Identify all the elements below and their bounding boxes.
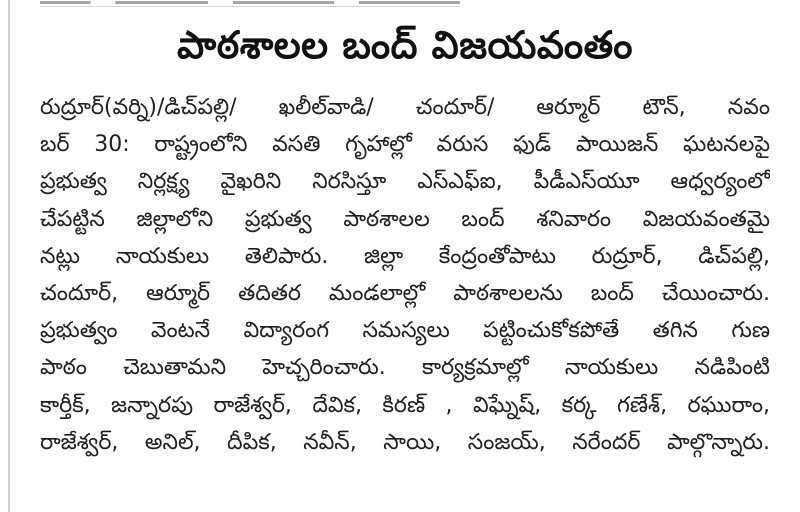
article-headline: పాఠశాలల బంద్ విజయవంతం: [177, 23, 633, 67]
article-line: నట్లు నాయకులు తెలిపారు. జిల్లా కేంద్రంతోపాటు రుద్రూర్, డిచ్‌పల్లి,: [40, 243, 770, 269]
column-rule: [8, 0, 10, 512]
article-line: బర్ 30: రాష్ట్రంలోని వసతి గృహాల్లో వరుస ఫుడ్ పాయిజన్ ఘటనలపై: [40, 132, 770, 158]
article-line: రుద్రూర్(వర్ని)/డిచ్‌పల్లి/ ఖలీల్‌వాడి/ చందూర్/ ఆర్మూర్ టౌన్, నవం: [40, 95, 770, 120]
article-line: పాఠం చెబుతామని హెచ్చరించారు. కార్యక్రమాల్లో నాయకులు నడిపింటి: [40, 355, 770, 381]
article-line: చేపట్టిన జిల్లాలోని ప్రభుత్వ పాఠశాలల బంద్ శనివారం విజయవంతమై: [40, 206, 770, 232]
clipped-text-fragment: [40, 1, 460, 4]
article-body: [40, 89, 770, 461]
article-line: ప్రభుత్వ నిర్లక్ష్య వైఖరిని నిరసిస్తూ ఎస్ఎఫ్ఐ, పీడీఎస్‌యూ ఆధ్వర్యంలో: [40, 169, 770, 195]
article-line: రాజేశ్వర్, అనిల్, దీపిక, నవీన్, సాయి, సంజయ్, నరేందర్ పాల్గొన్నారు.: [40, 429, 770, 455]
clipped-previous-article-edge: [40, 0, 460, 7]
article-line: ప్రభుత్వం వెంటనే విద్యారంగ సమస్యలు పట్టించుకోకపోతే తగిన గుణ: [40, 318, 770, 344]
article-line: చందూర్, ఆర్మూర్ తదితర మండలాల్లో పాఠశాలలను బంద్ చేయించారు.: [40, 280, 770, 306]
article-line: కార్తీక్, జన్నారపు రాజేశ్వర్, దేవిక, కిరణ్ , విఘ్నేష్, కర్క గణేశ్, రఘురాం,: [40, 392, 770, 418]
